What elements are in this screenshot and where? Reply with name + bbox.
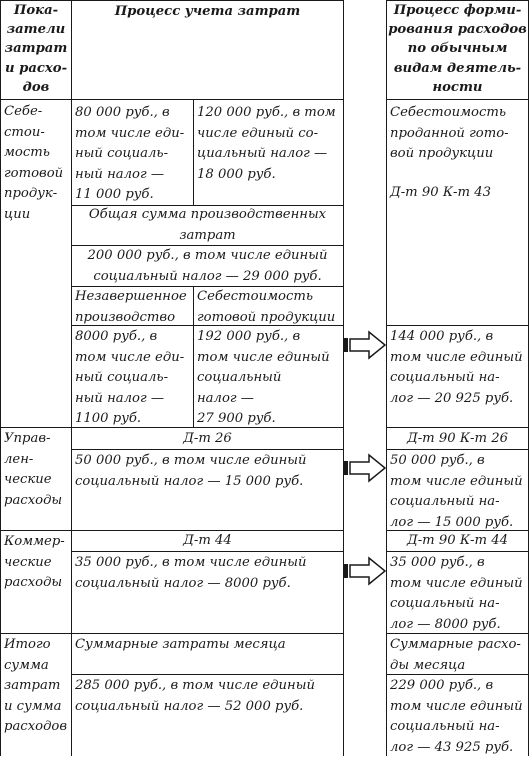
cost-result-value	[390, 327, 523, 409]
text-line: Общая сумма производственных	[72, 205, 343, 226]
wip-value	[75, 327, 184, 430]
text-line: Управ-	[4, 429, 62, 450]
text-line: ный социаль-	[75, 368, 184, 389]
text-line: видам деятель-	[387, 59, 528, 78]
total-hline	[71, 674, 344, 675]
text-line: стои-	[4, 123, 63, 144]
text-line: Себе-	[4, 102, 63, 123]
text-line: ды месяца	[390, 656, 521, 677]
frame-right-left-table	[343, 0, 344, 756]
finished-goods-title	[197, 287, 335, 328]
admin-top-right	[386, 427, 529, 428]
header-indicators	[1, 1, 71, 97]
commercial-value	[75, 553, 307, 594]
admin-result-account: Д-т 90 К-т 26	[387, 429, 528, 450]
text-line: затели	[1, 20, 71, 39]
cost-total-value	[72, 246, 343, 287]
text-line: лог — 20 925 руб.	[390, 389, 523, 410]
text-line: мость	[4, 143, 63, 164]
text-line: 1100 руб.	[75, 409, 184, 430]
text-line: продук-	[4, 184, 63, 205]
admin-result-value	[390, 451, 523, 533]
text-line: 229 000 руб., в	[390, 676, 523, 697]
text-line: том числе еди-	[75, 124, 184, 145]
text-line: социальный	[197, 368, 330, 389]
text-line: ный налог —	[75, 165, 184, 186]
frame-col-divider	[71, 0, 72, 756]
commercial-row-label	[4, 532, 65, 594]
text-line: Суммарные расхо-	[390, 635, 521, 656]
text-line: сумма	[4, 656, 67, 677]
commercial-account: Д-т 44	[72, 531, 343, 552]
text-line: расходов	[4, 717, 67, 738]
cost-right-value	[197, 103, 336, 185]
text-line: 120 000 руб., в том	[197, 103, 336, 124]
text-line: 200 000 руб., в том числе единый	[72, 246, 343, 267]
text-line: затрат	[4, 676, 67, 697]
text-line: 285 000 руб., в том числе единый	[75, 676, 315, 697]
text-line: том числе единый	[390, 697, 523, 718]
text-line: готовой	[4, 164, 63, 185]
text-line: затрат	[72, 226, 343, 247]
total-result-title	[390, 635, 521, 676]
text-line: том числе единый	[197, 348, 330, 369]
text-line: ности	[387, 78, 528, 97]
text-line: 144 000 руб., в	[390, 327, 523, 348]
text-line: 35 000 руб., в	[390, 553, 523, 574]
cost-row-label	[4, 102, 63, 225]
text-line: социальный на-	[390, 368, 523, 389]
text-line: по обычным	[387, 39, 528, 58]
text-line: вой продукции	[390, 144, 509, 165]
text-line: социальный на-	[390, 492, 523, 513]
text-line: и сумма	[4, 697, 67, 718]
text-line: социальный на-	[390, 717, 523, 738]
text-line: 50 000 руб., в	[390, 451, 523, 472]
cost-result-account: Д-т 90 К-т 43	[390, 183, 491, 204]
cost-result-title	[390, 103, 509, 165]
text-line: ческие	[4, 470, 62, 491]
text-line: социальный налог — 52 000 руб.	[75, 697, 315, 718]
text-line: ный налог —	[75, 389, 184, 410]
arrow-right-icon	[343, 556, 387, 586]
total-value	[75, 676, 315, 717]
admin-account: Д-т 26	[72, 429, 343, 450]
admin-row-label	[4, 429, 62, 511]
text-line: Коммер-	[4, 532, 65, 553]
text-line: 11 000 руб.	[75, 185, 184, 206]
frame-left-right-table	[386, 0, 387, 756]
text-line: лог — 8000 руб.	[390, 615, 523, 636]
commercial-result-account: Д-т 90 К-т 44	[387, 531, 528, 552]
total-title: Суммарные затраты месяца	[75, 635, 286, 656]
cost-inner-vline-1	[193, 100, 194, 206]
text-line: Себестоимость	[390, 103, 509, 124]
text-line: социальный на-	[390, 594, 523, 615]
text-line: и расхо-	[1, 59, 71, 78]
text-line: 27 900 руб.	[197, 409, 330, 430]
text-line: рования расходов	[387, 20, 528, 39]
commercial-result-value	[390, 553, 523, 635]
finished-goods-value	[197, 327, 330, 430]
text-line: числе единый со-	[197, 124, 336, 145]
text-line: социальный налог — 8000 руб.	[75, 574, 307, 595]
text-line: 8000 руб., в	[75, 327, 184, 348]
text-line: Итого	[4, 635, 67, 656]
arrow-right-icon	[343, 453, 387, 483]
text-line: лен-	[4, 450, 62, 471]
cost-left-value	[75, 103, 184, 206]
text-line: 18 000 руб.	[197, 165, 336, 186]
header-cost-process: Процесс учета затрат	[72, 2, 343, 23]
text-line: циальный налог —	[197, 144, 336, 165]
text-line: Незавершенное	[75, 287, 187, 308]
text-line: Себестоимость	[197, 287, 335, 308]
text-line: расходы	[4, 491, 62, 512]
total-row-label	[4, 635, 67, 738]
text-line: проданной гото-	[390, 124, 509, 145]
cost-inner-vline-2	[193, 286, 194, 428]
text-line: ческие	[4, 553, 65, 574]
text-line: ции	[4, 205, 63, 226]
arrow-right-icon	[343, 330, 387, 360]
header-divider-right	[386, 99, 529, 100]
text-line: социальный налог — 15 000 руб.	[75, 472, 307, 493]
text-line: расходы	[4, 573, 65, 594]
frame-left	[0, 0, 1, 756]
text-line: производство	[75, 308, 187, 329]
text-line: социальный налог — 29 000 руб.	[72, 267, 343, 288]
text-line: 192 000 руб., в	[197, 327, 330, 348]
text-line: том числе единый	[390, 574, 523, 595]
total-top	[0, 633, 344, 634]
text-line: затрат	[1, 39, 71, 58]
admin-value	[75, 451, 307, 492]
header-expense-process	[387, 1, 528, 97]
text-line: готовой продукции	[197, 308, 335, 329]
text-line: 50 000 руб., в том числе единый	[75, 451, 307, 472]
text-line: 35 000 руб., в том числе единый	[75, 553, 307, 574]
text-line: Пока-	[1, 1, 71, 20]
text-line: том числе единый	[390, 472, 523, 493]
text-line: том числе еди-	[75, 348, 184, 369]
text-line: лог — 15 000 руб.	[390, 513, 523, 534]
text-line: 80 000 руб., в	[75, 103, 184, 124]
header-divider	[0, 99, 344, 100]
text-line: налог —	[197, 389, 330, 410]
total-result-value	[390, 676, 523, 758]
text-line: дов	[1, 78, 71, 97]
text-line: ный социаль-	[75, 144, 184, 165]
cost-total-title	[72, 205, 343, 246]
cost-result-hline	[386, 325, 529, 326]
text-line: Процесс форми-	[387, 1, 528, 20]
text-line: лог — 43 925 руб.	[390, 738, 523, 758]
wip-title	[75, 287, 187, 328]
text-line: том числе единый	[390, 348, 523, 369]
